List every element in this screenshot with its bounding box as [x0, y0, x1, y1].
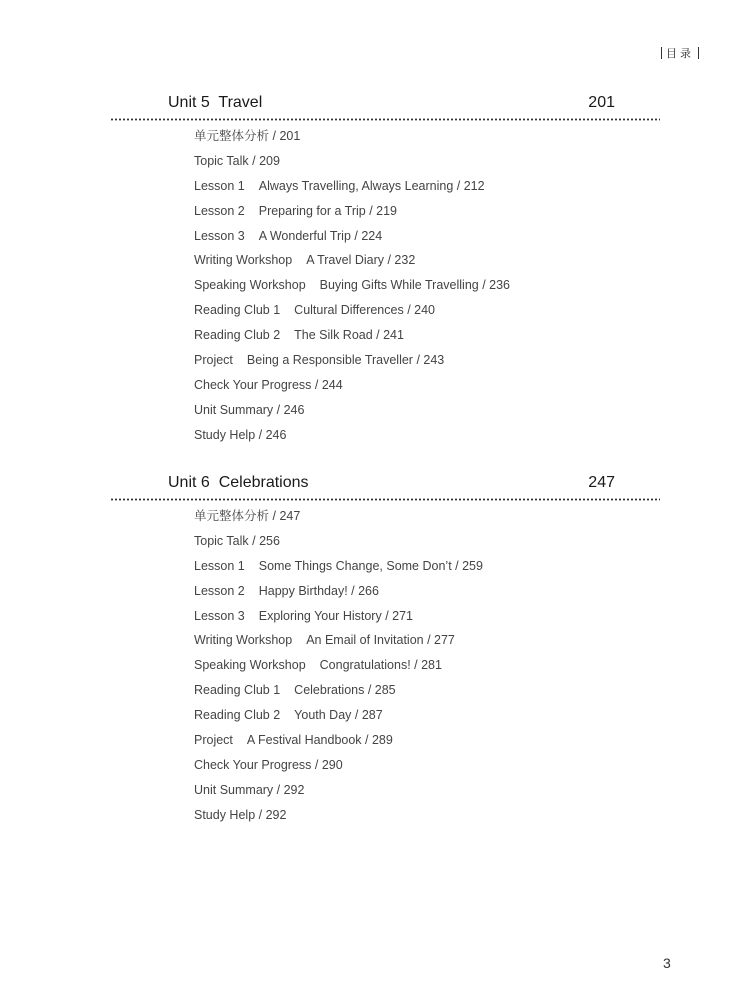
- toc-entry-page: 232: [394, 253, 416, 268]
- toc-entry-page: 244: [321, 377, 343, 392]
- page-separator: /: [453, 178, 464, 193]
- page-separator: /: [365, 203, 377, 218]
- toc-entry-list: [194, 504, 483, 828]
- page-separator: /: [255, 427, 266, 442]
- page-separator: /: [347, 583, 359, 598]
- toc-entry[interactable]: [194, 323, 510, 348]
- page-separator: /: [269, 509, 280, 523]
- toc-entry-label: Lesson 2: [194, 583, 245, 598]
- unit-heading[interactable]: [168, 94, 615, 112]
- toc-entry-title: Buying Gifts While Travelling: [319, 278, 479, 293]
- page-separator: /: [372, 328, 384, 343]
- running-head: [661, 45, 699, 61]
- toc-entry-label: Reading Club 1: [194, 683, 281, 698]
- divider: [698, 47, 699, 59]
- toc-entry-page: 285: [374, 683, 396, 698]
- toc-entry-title: Celebrations: [294, 683, 365, 698]
- toc-entry[interactable]: [194, 504, 483, 529]
- toc-entry[interactable]: [194, 554, 483, 579]
- toc-entry-page: 292: [265, 807, 287, 822]
- toc-entry-page: 240: [414, 303, 435, 318]
- toc-entry-label: 单元整体分析: [194, 509, 270, 523]
- running-head-text: 目录: [666, 47, 694, 60]
- toc-entry-page: 246: [283, 402, 305, 417]
- toc-entry[interactable]: [194, 273, 510, 298]
- toc-entry-label: Lesson 3: [194, 608, 245, 623]
- toc-entry-title: A Wonderful Trip: [258, 228, 351, 243]
- toc-entry-title: A Travel Diary: [306, 253, 384, 268]
- toc-entry-title: A Festival Handbook: [246, 733, 362, 748]
- dotted-leader: [110, 118, 660, 121]
- toc-entry-label: Lesson 2: [194, 203, 245, 218]
- page-separator: /: [451, 558, 463, 573]
- toc-entry-label: Writing Workshop: [194, 633, 293, 648]
- page-separator: /: [364, 683, 375, 698]
- toc-entry[interactable]: [194, 653, 483, 678]
- toc-entry-title: Cultural Differences: [294, 303, 404, 318]
- toc-entry-label: Lesson 1: [194, 558, 245, 573]
- page-separator: /: [248, 533, 260, 548]
- toc-entry-page: 246: [265, 427, 287, 442]
- page-separator: /: [350, 228, 362, 243]
- toc-entry-label: Reading Club 2: [194, 708, 281, 723]
- toc-entry-page: 256: [259, 533, 280, 548]
- toc-entry-title: Congratulations!: [319, 658, 411, 673]
- toc-entry-title: Youth Day: [294, 708, 352, 723]
- toc-entry[interactable]: [194, 398, 510, 423]
- toc-entry-label: Reading Club 1: [194, 303, 281, 318]
- unit-page-number: 201: [588, 94, 615, 111]
- page-number: 3: [663, 955, 671, 971]
- toc-entry[interactable]: [194, 373, 510, 398]
- page-separator: /: [412, 353, 424, 368]
- toc-entry-page: 281: [421, 658, 442, 673]
- toc-entry[interactable]: [194, 423, 510, 448]
- toc-entry-page: 212: [463, 178, 485, 193]
- toc-entry[interactable]: [194, 124, 510, 149]
- toc-entry-label: Project: [194, 733, 233, 748]
- page-separator: /: [410, 658, 422, 673]
- toc-entry-label: Study Help: [194, 427, 256, 442]
- toc-entry-label: 单元整体分析: [194, 129, 270, 143]
- toc-entry-page: 289: [371, 733, 393, 748]
- page-separator: /: [311, 377, 322, 392]
- toc-entry-label: Speaking Workshop: [194, 278, 306, 293]
- page-separator: /: [478, 278, 490, 293]
- toc-entry[interactable]: [194, 174, 510, 199]
- toc-entry-title: An Email of Invitation: [306, 633, 424, 648]
- toc-entry-title: Some Things Change, Some Don’t: [258, 558, 452, 573]
- toc-entry-page: 209: [259, 153, 280, 168]
- toc-entry[interactable]: [194, 778, 483, 803]
- page-separator: /: [423, 633, 435, 648]
- toc-entry[interactable]: [194, 224, 510, 249]
- toc-entry[interactable]: [194, 703, 483, 728]
- toc-entry[interactable]: [194, 678, 483, 703]
- toc-entry[interactable]: [194, 604, 483, 629]
- toc-entry-label: Topic Talk: [194, 153, 249, 168]
- toc-entry-page: 290: [321, 757, 343, 772]
- toc-entry-page: 292: [283, 782, 305, 797]
- toc-entry-page: 224: [361, 228, 383, 243]
- toc-entry-title: Exploring Your History: [258, 608, 382, 623]
- toc-entry[interactable]: [194, 199, 510, 224]
- page-separator: /: [273, 782, 284, 797]
- toc-entry-title: Preparing for a Trip: [258, 203, 366, 218]
- toc-entry-label: Speaking Workshop: [194, 658, 306, 673]
- toc-entry-title: The Silk Road: [294, 328, 373, 343]
- toc-entry-label: Check Your Progress: [194, 757, 312, 772]
- toc-entry-label: Writing Workshop: [194, 253, 293, 268]
- page-separator: /: [351, 708, 362, 723]
- page-separator: /: [269, 129, 280, 143]
- toc-entry-page: 266: [358, 583, 379, 598]
- toc-entry[interactable]: [194, 728, 483, 753]
- toc-entry-label: Check Your Progress: [194, 377, 312, 392]
- toc-entry-page: 201: [279, 129, 301, 143]
- page-separator: /: [381, 608, 393, 623]
- dotted-leader: [110, 498, 660, 501]
- toc-entry-page: 247: [279, 509, 301, 523]
- toc-entry[interactable]: [194, 803, 483, 828]
- toc-entry-title: Happy Birthday!: [258, 583, 348, 598]
- toc-entry[interactable]: [194, 579, 483, 604]
- toc-entry-label: Topic Talk: [194, 533, 249, 548]
- page-separator: /: [248, 153, 260, 168]
- toc-entry-label: Unit Summary: [194, 402, 274, 417]
- toc-entry-page: 241: [383, 328, 404, 343]
- unit-title: Unit 5 Travel: [168, 94, 263, 111]
- page-separator: /: [361, 733, 372, 748]
- toc-entry[interactable]: [194, 248, 510, 273]
- toc-entry-title: Always Travelling, Always Learning: [258, 178, 454, 193]
- page-separator: /: [273, 402, 284, 417]
- toc-entry-page: 287: [361, 708, 383, 723]
- toc-entry-list: [194, 124, 510, 448]
- toc-entry-label: Lesson 1: [194, 178, 245, 193]
- page-separator: /: [384, 253, 395, 268]
- toc-entry-page: 271: [392, 608, 413, 623]
- toc-entry[interactable]: [194, 628, 483, 653]
- toc-entry-page: 219: [376, 203, 398, 218]
- toc-entry[interactable]: [194, 348, 510, 373]
- toc-entry-label: Project: [194, 353, 233, 368]
- unit-heading[interactable]: [168, 474, 615, 492]
- toc-entry[interactable]: [194, 149, 510, 174]
- toc-entry[interactable]: [194, 529, 483, 554]
- toc-entry-label: Reading Club 2: [194, 328, 281, 343]
- toc-entry-label: Study Help: [194, 807, 256, 822]
- unit-page-number: 247: [588, 474, 615, 491]
- page-separator: /: [403, 303, 415, 318]
- toc-entry-title: Being a Responsible Traveller: [246, 353, 413, 368]
- toc-entry-page: 277: [434, 633, 455, 648]
- toc-entry-page: 236: [489, 278, 511, 293]
- toc-entry[interactable]: [194, 298, 510, 323]
- toc-entry-page: 259: [462, 558, 483, 573]
- toc-entry-page: 243: [423, 353, 445, 368]
- toc-entry-label: Lesson 3: [194, 228, 245, 243]
- unit-title: Unit 6 Celebrations: [168, 474, 309, 491]
- page-separator: /: [311, 757, 322, 772]
- toc-entry[interactable]: [194, 753, 483, 778]
- toc-entry-label: Unit Summary: [194, 782, 274, 797]
- page-separator: /: [255, 807, 266, 822]
